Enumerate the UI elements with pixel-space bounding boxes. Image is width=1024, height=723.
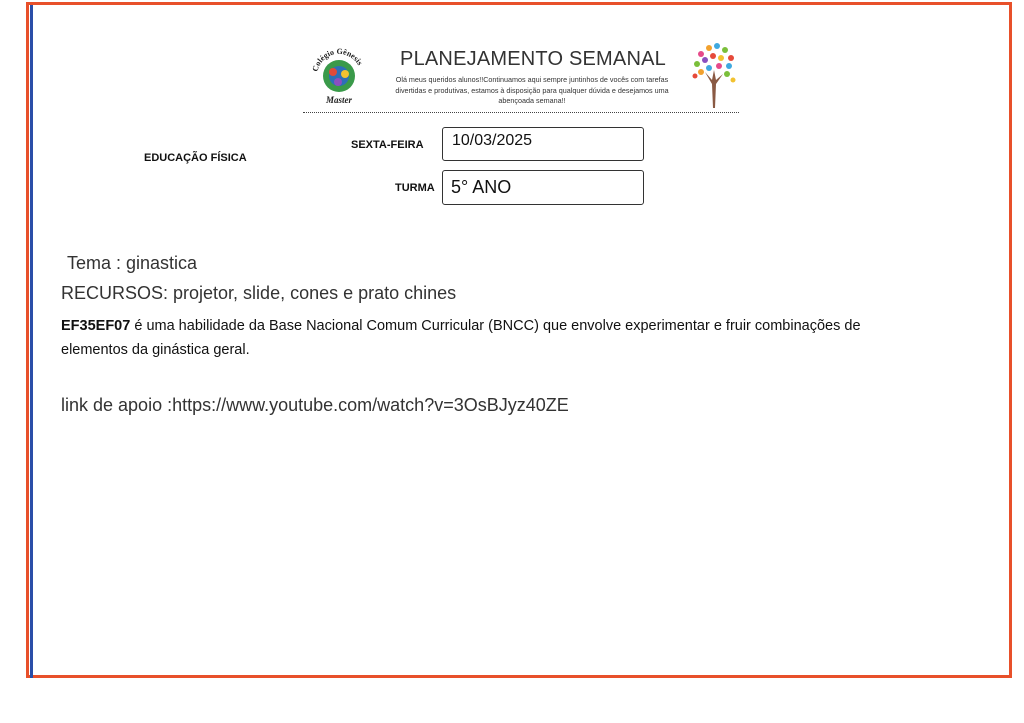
resources-line: RECURSOS: projetor, slide, cones e prato chines	[61, 283, 457, 303]
left-margin-line	[30, 5, 33, 678]
class-label: TURMA	[395, 182, 435, 194]
page-title: PLANEJAMENTO SEMANAL	[400, 48, 666, 70]
logo-text-top: Colégio Gênesis	[310, 46, 365, 73]
skill-text: é uma habilidade da Base Nacional Comum Curricular (BNCC) que envolve experimentar e fruir combinações de elementos da ginástica geral.	[61, 318, 861, 358]
planning-header	[303, 40, 739, 113]
subject-label: EDUCAÇÃO FÍSICA	[144, 152, 247, 164]
date-field[interactable]: 10/03/2025	[442, 127, 644, 161]
class-field[interactable]: 5° ANO	[442, 170, 644, 205]
school-logo	[307, 42, 371, 106]
header-message: Olá meus queridos alunos!!Continuamos aqui sempre juntinhos de vocês com tarefas divertidas e produtivas, estamos à disposição para qualquer dúvida e desejamos uma abençoada semana!!	[395, 75, 669, 105]
logo-text-bottom: Master	[325, 95, 353, 105]
theme-line: Tema : ginastica	[67, 253, 198, 273]
skill-description	[61, 314, 921, 362]
day-label: SEXTA-FEIRA	[351, 139, 424, 151]
tree-illustration	[689, 40, 739, 110]
support-link[interactable]: link de apoio :https://www.youtube.com/watch?v=3OsBJyz40ZE	[61, 395, 569, 415]
skill-code: EF35EF07	[61, 318, 131, 334]
